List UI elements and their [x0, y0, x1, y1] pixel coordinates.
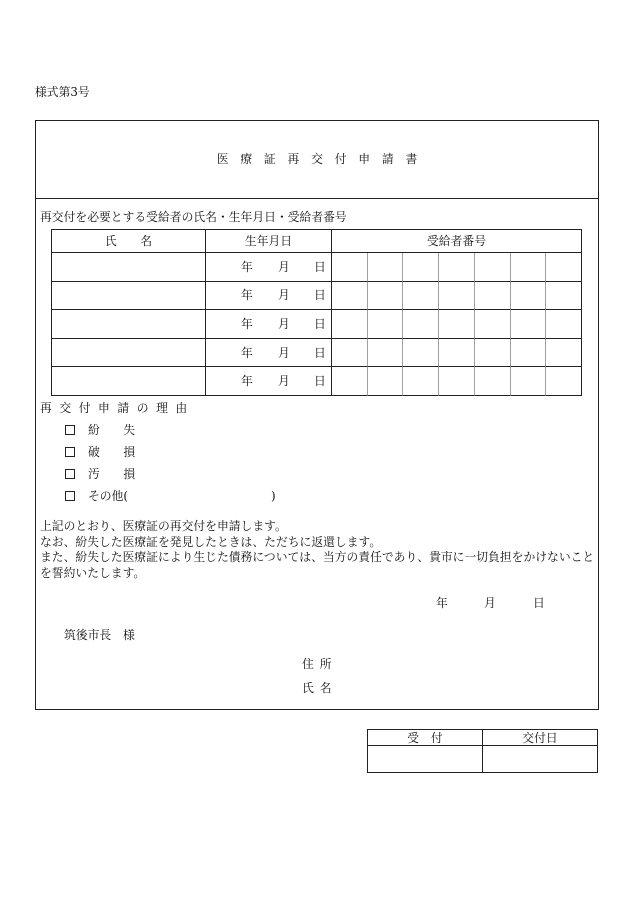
birth-month-label: 月 — [278, 345, 290, 360]
declaration-line: 上記のとおり、医療証の再交付を申請します。 — [40, 519, 287, 533]
birth-year-label: 年 — [241, 345, 253, 360]
recipient-birth-date-cell — [206, 367, 332, 396]
recipient-number-digit-cell — [511, 367, 547, 396]
reason-option-lost — [65, 423, 285, 437]
declaration-line: また、紛失した医療証により生じた債務については、当方の責任であり、貴市に一切負担をかけないこと — [40, 550, 595, 565]
recipient-birth-date-cell — [206, 282, 332, 311]
table-header-recipient-number: 受給者番号 — [332, 230, 582, 253]
birth-year-label: 年 — [241, 374, 253, 389]
table-header-name: 氏 名 — [52, 230, 206, 253]
reason-option-soiled — [65, 467, 285, 481]
recipient-number-digit-cell — [332, 253, 368, 282]
recipient-number-digit-cell — [439, 282, 475, 311]
birth-year-label: 年 — [241, 259, 253, 274]
checkbox-icon[interactable] — [65, 425, 75, 435]
recipient-number-digit-cell — [368, 282, 404, 311]
recipient-number-digit-cell — [511, 253, 547, 282]
recipient-number-digit-cell — [368, 253, 404, 282]
recipient-number-digit-cell — [546, 310, 582, 339]
issue-date-header: 交付日 — [483, 730, 598, 746]
birth-day-label: 日 — [314, 288, 326, 303]
application-date-day-label: 日 — [533, 596, 545, 610]
form-title: 医 療 証 再 交 付 申 請 書 — [216, 152, 418, 166]
checkbox-icon[interactable] — [65, 469, 75, 479]
applicant-address-label: 住 所 — [302, 657, 332, 671]
recipients-table — [51, 229, 582, 396]
reason-option-other — [65, 489, 285, 503]
recipient-name-cell — [52, 310, 206, 339]
recipient-number-digit-cell — [368, 339, 404, 368]
recipient-name-cell — [52, 339, 206, 368]
recipient-number-digit-cell — [439, 367, 475, 396]
application-date — [36, 596, 598, 610]
recipient-name-cell — [52, 282, 206, 311]
checkbox-icon[interactable] — [65, 491, 75, 501]
applicant-name-label: 氏 名 — [302, 681, 332, 695]
recipient-number-digit-cell — [475, 253, 511, 282]
recipients-section-label: 再交付を必要とする受給者の氏名・生年月日・受給者番号 — [40, 210, 347, 224]
form-number: 様式第3号 — [35, 85, 90, 99]
recipient-birth-date-cell — [206, 339, 332, 368]
recipient-number-digit-cell — [403, 367, 439, 396]
birth-day-label: 日 — [314, 259, 326, 274]
recipient-name-cell — [52, 253, 206, 282]
reason-option-damaged — [65, 445, 285, 459]
recipient-birth-date-cell — [206, 310, 332, 339]
title-divider — [36, 198, 598, 199]
recipient-number-digit-cell — [475, 310, 511, 339]
birth-year-label: 年 — [241, 288, 253, 303]
birth-month-label: 月 — [278, 288, 290, 303]
recipient-number-digit-cell — [511, 282, 547, 311]
birth-month-label: 月 — [278, 259, 290, 274]
received-stamp-cell — [368, 746, 483, 773]
addressee: 筑後市長 様 — [64, 628, 135, 642]
recipient-number-digit-cell — [368, 310, 404, 339]
recipient-number-digit-cell — [403, 253, 439, 282]
birth-month-label: 月 — [278, 374, 290, 389]
birth-day-label: 日 — [314, 374, 326, 389]
checkbox-icon[interactable] — [65, 447, 75, 457]
recipient-number-digit-cell — [439, 253, 475, 282]
recipient-number-digit-cell — [546, 282, 582, 311]
declaration-line: を誓約いたします。 — [40, 566, 146, 581]
recipient-number-digit-cell — [403, 282, 439, 311]
recipient-number-digit-cell — [368, 367, 404, 396]
recipient-number-digit-cell — [511, 339, 547, 368]
recipient-name-cell — [52, 367, 206, 396]
recipient-number-digit-cell — [403, 339, 439, 368]
reason-option-label: 汚 損 — [88, 467, 136, 481]
office-use-table — [367, 729, 598, 773]
application-date-year-label: 年 — [436, 596, 448, 610]
reissue-reason-heading: 再 交 付 申 請 の 理 由 — [40, 401, 188, 415]
birth-day-label: 日 — [314, 345, 326, 360]
recipient-number-digit-cell — [332, 282, 368, 311]
received-header: 受 付 — [368, 730, 483, 746]
table-header-birth-date: 生年月日 — [206, 230, 332, 253]
declaration-line: なお、紛失した医療証を発見したときは、ただちに返還します。 — [40, 534, 382, 549]
recipient-number-digit-cell — [403, 310, 439, 339]
birth-year-label: 年 — [241, 316, 253, 331]
birth-day-label: 日 — [314, 316, 326, 331]
birth-month-label: 月 — [278, 316, 290, 331]
recipient-birth-date-cell — [206, 253, 332, 282]
recipient-number-digit-cell — [475, 282, 511, 311]
application-form-box — [35, 120, 599, 710]
issue-date-cell — [483, 746, 598, 773]
recipient-number-digit-cell — [332, 367, 368, 396]
recipient-number-digit-cell — [332, 310, 368, 339]
other-reason-close-paren: ) — [271, 489, 276, 503]
reason-option-label: 紛 失 — [88, 423, 136, 437]
recipient-number-digit-cell — [546, 253, 582, 282]
recipient-number-digit-cell — [439, 339, 475, 368]
recipient-number-digit-cell — [332, 339, 368, 368]
application-date-month-label: 月 — [484, 596, 496, 610]
declaration-text — [40, 519, 594, 582]
recipient-number-digit-cell — [439, 310, 475, 339]
recipient-number-digit-cell — [546, 367, 582, 396]
recipient-number-digit-cell — [475, 339, 511, 368]
recipient-number-digit-cell — [546, 339, 582, 368]
reason-option-label: その他( — [88, 489, 128, 503]
reason-option-label: 破 損 — [88, 445, 136, 459]
recipient-number-digit-cell — [475, 367, 511, 396]
recipient-number-digit-cell — [511, 310, 547, 339]
